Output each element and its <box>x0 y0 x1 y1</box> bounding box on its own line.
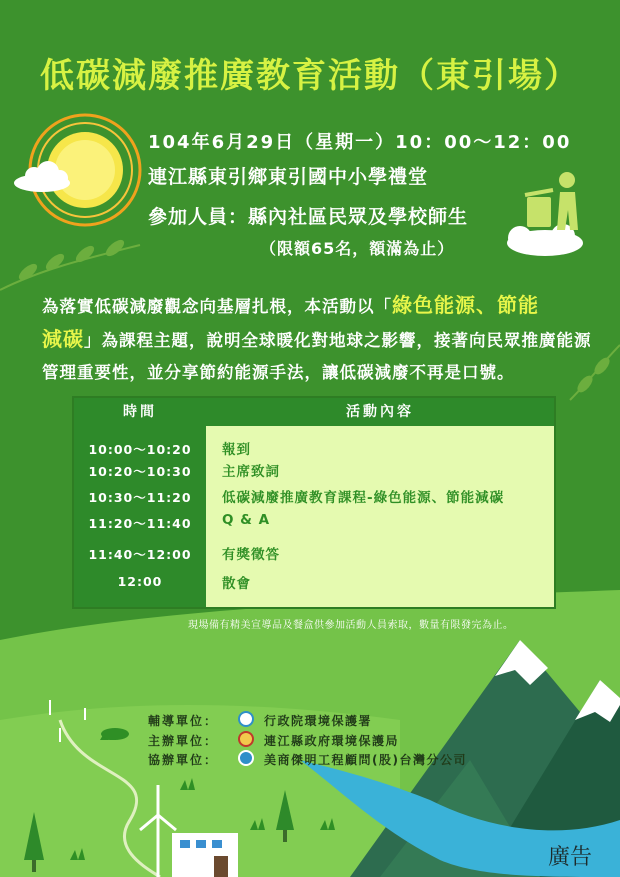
description-highlight-1: 綠色能源、節能 <box>392 293 539 317</box>
county-seal-icon <box>238 731 254 747</box>
event-venue: 連江縣東引鄉東引國中小學禮堂 <box>148 166 429 188</box>
globe-logo-icon <box>238 750 254 766</box>
event-datetime: 104年6月29日（星期一）10：00～12：00 <box>148 132 572 153</box>
event-participants: 參加人員：縣內社區民眾及學校師生 <box>148 206 469 228</box>
building-icon <box>172 833 238 877</box>
table-header-activity: 活動內容 <box>206 398 554 426</box>
table-row-time: 10:30～11:20 <box>88 490 192 505</box>
sponsor-name: 行政院環境保護署 <box>264 714 373 728</box>
table-row-activity: 低碳減廢推廣教育課程-綠色能源、節能減碳 <box>222 490 505 506</box>
page-title: 低碳減廢推廣教育活動（東引場） <box>40 56 580 96</box>
sponsor-label: 主辦單位： <box>148 734 219 748</box>
table-row-time: 11:20～11:40 <box>88 516 192 531</box>
recycle-person-icon <box>507 172 583 256</box>
sponsor-name: 美商傑明工程顧問(股)台灣分公司 <box>264 753 467 767</box>
table-row-activity: 報到 <box>222 442 251 458</box>
description-paragraph <box>42 289 602 389</box>
description-part2: 」為課程主題，說明全球暖化對地球之影響，接著向民眾推廣能源管理重要性，並分享節約能源手法，讓低碳減廢不再是口號。 <box>42 331 592 382</box>
bush-icon <box>101 728 129 740</box>
sponsor-label: 協辦單位： <box>148 753 219 767</box>
sponsor-label: 輔導單位： <box>148 714 219 728</box>
description-part1: 為落實低碳減廢觀念向基層扎根，本活動以「 <box>42 297 392 316</box>
table-row-activity: 散會 <box>222 576 251 592</box>
table-row-time: 12:00 <box>117 574 163 589</box>
table-row-activity: Q & A <box>222 512 271 528</box>
table-row-time: 10:20～10:30 <box>88 464 192 479</box>
table-header-time: 時間 <box>74 398 206 426</box>
epa-logo-icon <box>238 711 254 727</box>
table-row-time: 11:40～12:00 <box>88 547 192 562</box>
table-row-activity: 主席致詞 <box>222 464 280 480</box>
ad-label: 廣告 <box>548 845 593 870</box>
footnote: 現場備有精美宣導品及餐盒供參加活動人員索取，數量有限發完為止。 <box>188 620 514 631</box>
table-row-time: 10:00～10:20 <box>88 442 192 457</box>
table-row-activity: 有獎徵答 <box>222 547 280 563</box>
sponsor-name: 連江縣政府環境保護局 <box>264 734 400 748</box>
event-quota: （限額65名，額滿為止） <box>260 239 455 258</box>
description-highlight-2: 減碳 <box>42 327 84 351</box>
leaf-branch-icon <box>0 239 140 290</box>
schedule-table <box>72 396 556 609</box>
